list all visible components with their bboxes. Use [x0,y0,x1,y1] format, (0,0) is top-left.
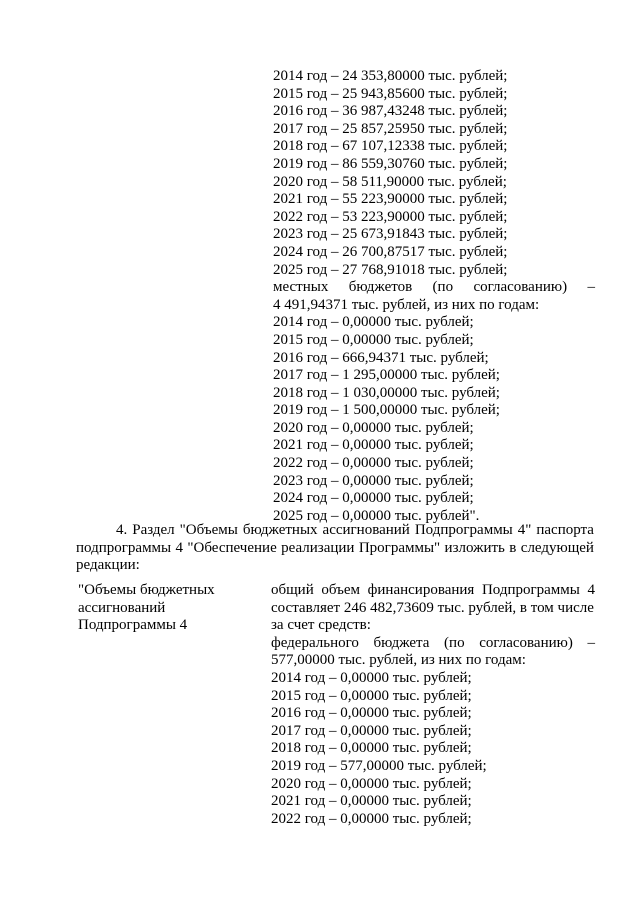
word: объем [321,582,361,598]
word: изложить [444,539,505,556]
word: реализации [281,539,355,556]
local-year-line: 2025 год – 0,00000 тыс. рублей". [273,507,480,524]
word: местных [273,279,329,296]
left-cell-line: "Объемы бюджетных [78,582,215,598]
word: бюджета [373,634,430,651]
word: подпрограммы [76,539,172,556]
regional-year-line: 2020 год – 58 511,90000 тыс. рублей; [273,173,507,190]
word: (по [444,634,465,651]
regional-year-line: 2016 год – 36 987,43248 тыс. рублей; [273,103,508,120]
local-year-line: 2021 год – 0,00000 тыс. рублей; [273,437,474,454]
local-year-line: 2016 год – 666,94371 тыс. рублей; [273,349,489,366]
federal-budget-total: 577,00000 тыс. рублей, из них по годам: [271,652,526,669]
local-budget-total: 4 491,94371 тыс. рублей, из них по годам: [273,296,540,313]
federal-year-line: 2019 год – 577,00000 тыс. рублей; [271,757,487,774]
left-cell-line: ассигнований [78,599,166,616]
local-year-line: 2024 год – 0,00000 тыс. рублей; [273,490,474,507]
paragraph-line-2 [76,540,594,558]
local-year-line: 2019 год – 1 500,00000 тыс. рублей; [273,402,500,419]
word: в [509,539,517,556]
word: (по [432,279,454,296]
federal-year-list [271,670,595,828]
local-budget-heading [273,279,595,297]
federal-year-line: 2015 год – 0,00000 тыс. рублей; [271,687,472,704]
word: 4 [175,539,184,556]
paragraph-line-1 [76,522,594,540]
word: Программы" [358,539,441,556]
word: бюджетов [348,279,413,296]
table-left-cell [78,582,258,635]
word: "Обеспечение [187,539,277,556]
word: Подпрограммы [481,582,580,598]
federal-year-line: 2018 год – 0,00000 тыс. рублей; [271,740,472,757]
word: финансирования [367,582,475,598]
word: 4" [517,522,532,538]
word: ассигнований [322,522,410,538]
word: бюджетных [242,522,318,538]
regional-year-line: 2018 год – 67 107,12338 тыс. рублей; [273,138,508,155]
regional-year-line: 2017 год – 25 857,25950 тыс. рублей; [273,120,508,137]
federal-year-line: 2021 год – 0,00000 тыс. рублей; [271,793,472,810]
funding-block-regional-local [273,68,595,525]
word: 4 [587,582,595,598]
word: федерального [271,634,359,651]
local-year-line: 2023 год – 0,00000 тыс. рублей; [273,472,474,489]
regional-year-line: 2015 год – 25 943,85600 тыс. рублей; [273,85,508,102]
local-year-line: 2020 год – 0,00000 тыс. рублей; [273,419,474,436]
regional-year-line: 2024 год – 26 700,87517 тыс. рублей; [273,243,508,260]
local-year-line: 2015 год – 0,00000 тыс. рублей; [273,331,474,348]
local-year-line: 2014 год – 0,00000 тыс. рублей; [273,314,474,331]
local-year-list [273,314,595,525]
total-funding-amount: составляет 246 482,73609 тыс. рублей, в том числе [271,599,594,616]
federal-year-line: 2020 год – 0,00000 тыс. рублей; [271,775,472,792]
federal-year-line: 2014 год – 0,00000 тыс. рублей; [271,669,472,686]
federal-year-line: 2022 год – 0,00000 тыс. рублей; [271,810,472,827]
word: следующей [520,539,594,556]
word: – [587,634,595,651]
word: – [587,279,595,296]
regional-year-line: 2014 год – 24 353,80000 тыс. рублей; [273,68,508,84]
local-year-line: 2017 год – 1 295,00000 тыс. рублей; [273,367,500,384]
amendment-paragraph [76,522,594,575]
word: паспорта [536,522,594,538]
funding-sources-label: за счет средств: [271,617,371,634]
local-year-line: 2018 год – 1 030,00000 тыс. рублей; [273,384,500,401]
local-year-line: 2022 год – 0,00000 тыс. рублей; [273,455,474,472]
regional-year-line: 2023 год – 25 673,91843 тыс. рублей; [273,226,508,243]
left-cell-line: Подпрограммы 4 [78,617,188,634]
word: общий [271,582,314,598]
word: "Объемы [179,522,238,538]
federal-budget-heading [271,635,595,653]
table-right-cell [271,582,595,828]
regional-year-line: 2021 год – 55 223,90000 тыс. рублей; [273,191,508,208]
word: согласованию) [473,279,568,296]
word: 4. [116,522,128,538]
word: Подпрограммы [414,522,513,538]
regional-year-line: 2019 год – 86 559,30760 тыс. рублей; [273,155,508,172]
word: согласованию) [479,634,573,651]
total-funding-line [271,582,595,600]
word: Раздел [132,522,175,538]
paragraph-line-3: редакции: [76,557,140,574]
federal-year-line: 2016 год – 0,00000 тыс. рублей; [271,705,472,722]
federal-year-line: 2017 год – 0,00000 тыс. рублей; [271,722,472,739]
regional-year-line: 2022 год – 53 223,90000 тыс. рублей; [273,208,508,225]
regional-year-list [273,68,595,279]
regional-year-line: 2025 год – 27 768,91018 тыс. рублей; [273,261,508,278]
